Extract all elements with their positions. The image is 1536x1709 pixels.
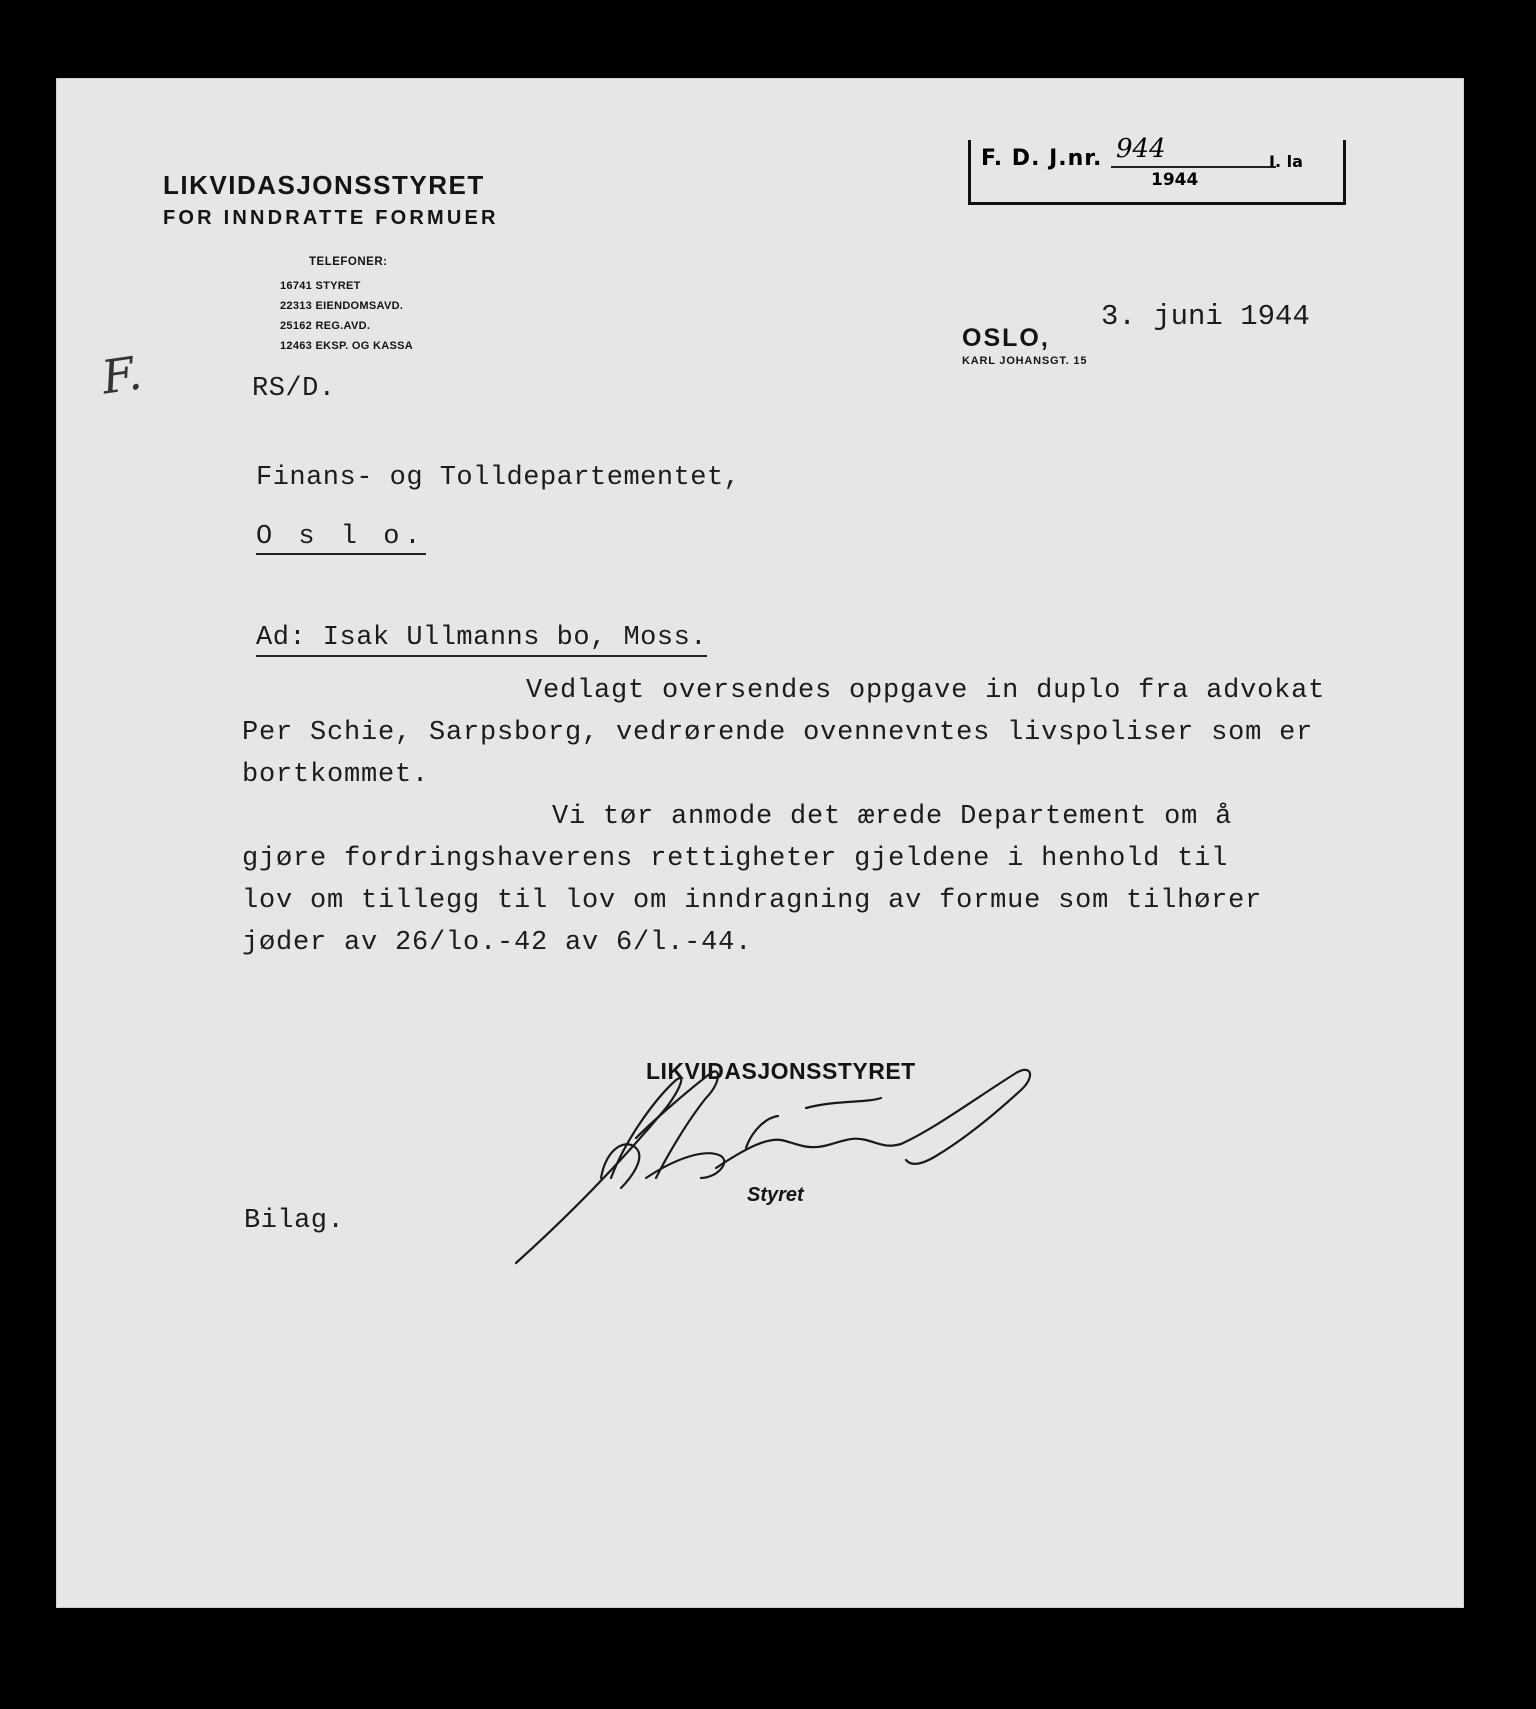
letter-date: 3. juni 1944	[1101, 300, 1310, 333]
phone-line: 22313 EIENDOMSAVD.	[280, 300, 404, 312]
body-line: gjøre fordringshaverens rettigheter gjeldene i henhold til	[242, 844, 1229, 874]
margin-handwritten-mark: F.	[98, 345, 145, 405]
enclosure-note: Bilag.	[244, 1206, 345, 1236]
body-line: Vi tør anmode det ærede Departement om å	[552, 802, 1233, 832]
journal-stamp	[968, 134, 1346, 205]
body-line: Per Schie, Sarpsborg, vedrørende ovennevntes livspoliser som er	[242, 718, 1314, 748]
recipient-city: O s l o.	[256, 522, 426, 555]
reference-code: RS/D.	[252, 374, 336, 404]
letterhead-city: OSLO,	[962, 324, 1050, 352]
phones-title: TELEFONER:	[309, 256, 388, 268]
letterhead-org-subtitle: FOR INNDRATTE FORMUER	[163, 207, 499, 229]
body-line: Vedlagt oversendes oppgave in duplo fra advokat	[526, 676, 1326, 706]
stamp-underline	[1111, 166, 1276, 168]
letterhead-org-name: LIKVIDASJONSSTYRET	[163, 170, 485, 200]
body-line: jøder av 26/lo.-42 av 6/l.-44.	[242, 928, 753, 958]
handwritten-signature	[506, 1028, 1066, 1268]
subject-line: Ad: Isak Ullmanns bo, Moss.	[256, 623, 707, 657]
phone-line: 12463 EKSP. OG KASSA	[280, 340, 413, 352]
body-line: bortkommet.	[242, 760, 430, 790]
phone-line: 25162 REG.AVD.	[280, 320, 371, 332]
stamp-year: 1944	[1151, 170, 1199, 190]
phone-line: 16741 STYRET	[280, 280, 361, 292]
stamp-number: 944	[1116, 134, 1166, 164]
stamp-label: F. D. J.nr.	[981, 146, 1103, 171]
signature-org-name: LIKVIDASJONSSTYRET	[646, 1058, 916, 1084]
letterhead-street: KARL JOHANSGT. 15	[962, 355, 1088, 367]
stamp-suffix: I. la	[1269, 152, 1303, 171]
recipient-name: Finans- og Tolldepartementet,	[256, 463, 741, 493]
signature-title: Styret	[747, 1184, 804, 1206]
letter-page	[56, 78, 1464, 1608]
body-line: lov om tillegg til lov om inndragning av formue som tilhører	[242, 886, 1263, 916]
